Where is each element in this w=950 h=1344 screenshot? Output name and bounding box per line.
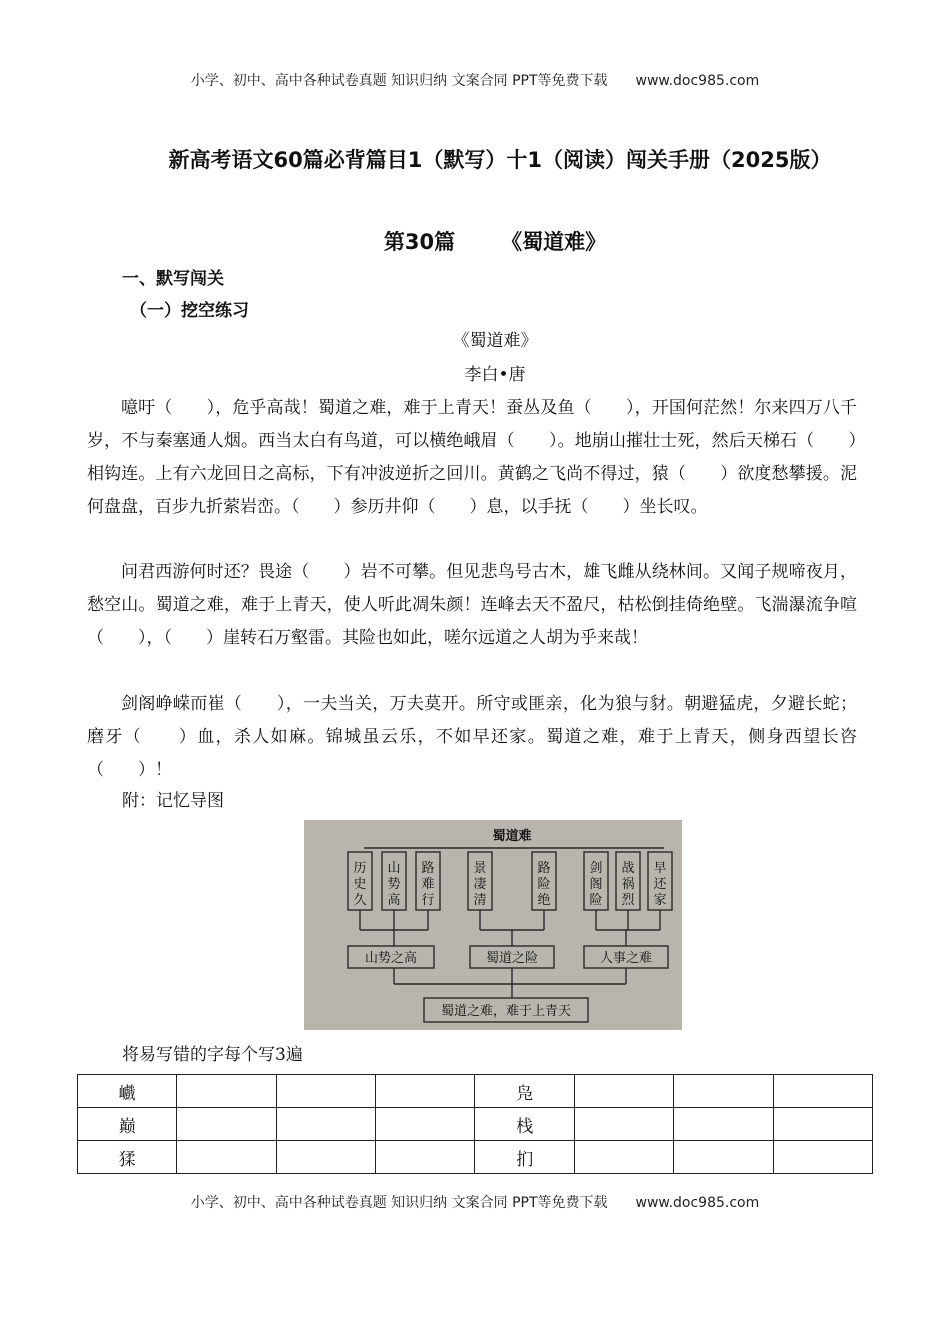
table-cell-blank[interactable] <box>574 1108 673 1141</box>
table-row <box>78 1075 873 1108</box>
main-title: 新高考语文60篇必背篇目1（默写）十1（阅读）闯关手册（2025版） <box>168 148 832 172</box>
section-heading-1: 一、默写闯关 <box>122 269 224 289</box>
poem-paragraph-3: 剑阁峥嵘而崔（ ），一夫当关，万夫莫开。所守或匪亲，化为狼与豺。朝避猛虎，夕避长蛇；磨牙（ ）血，杀人如麻。锦城虽云乐，不如早还家。蜀道之难，难于上青天，侧身西望长咨（ ）！ <box>87 694 857 780</box>
mind-map-leaf: 山势高 <box>387 861 401 908</box>
table-row <box>78 1141 873 1174</box>
mind-map-image <box>304 820 682 1030</box>
table-cell-blank[interactable] <box>276 1108 375 1141</box>
mind-map-leaf: 剑阁险 <box>589 861 603 908</box>
sub-title-name: 《蜀道难》 <box>501 230 607 254</box>
mind-map-group: 人事之难 <box>599 951 653 966</box>
table-cell-char: 巇 <box>78 1075 177 1108</box>
table-cell-blank[interactable] <box>773 1108 872 1141</box>
mind-map-group: 蜀道之险 <box>485 951 539 966</box>
table-cell-blank[interactable] <box>177 1108 276 1141</box>
sub-title-part: 第30篇 <box>383 230 456 254</box>
section-heading-2: （一）挖空练习 <box>130 301 249 321</box>
table-cell-char: 扪 <box>475 1141 574 1174</box>
table-cell-blank[interactable] <box>276 1075 375 1108</box>
mind-map-leaf: 早还家 <box>653 861 667 908</box>
footer-url[interactable]: www.doc985.com <box>635 1195 760 1211</box>
table-cell-blank[interactable] <box>574 1075 673 1108</box>
table-cell-char: 猱 <box>78 1141 177 1174</box>
poem-paragraph-2: 问君西游何时还？畏途（ ）岩不可攀。但见悲鸟号古木，雄飞雌从绕林间。又闻子规啼夜月，愁空山。蜀道之难，难于上青天，使人听此凋朱颜！连峰去天不盈尺，枯松倒挂倚绝壁。飞湍瀑流争喧（ ），（ ）崖转石万壑雷。其险也如此，嗟尔远道之人胡为乎来哉！ <box>87 562 857 648</box>
table-cell-blank[interactable] <box>574 1141 673 1174</box>
mind-map-leaf: 路险绝 <box>537 861 551 908</box>
mind-map-svg <box>304 820 682 1030</box>
table-cell-blank[interactable] <box>773 1141 872 1174</box>
copy-instruction: 将易写错的字每个写3遍 <box>122 1045 303 1065</box>
table-cell-blank[interactable] <box>376 1141 475 1174</box>
table-cell-blank[interactable] <box>674 1108 773 1141</box>
header-text: 小学、初中、高中各种试卷真题 知识归纳 文案合同 PPT等免费下载 <box>190 73 608 89</box>
mind-map-leaf: 路难行 <box>421 861 435 908</box>
page-header <box>0 70 950 90</box>
table-cell-blank[interactable] <box>674 1075 773 1108</box>
table-cell-blank[interactable] <box>376 1108 475 1141</box>
poem-author: 李白•唐 <box>464 365 526 385</box>
table-cell-char: 巅 <box>78 1108 177 1141</box>
mind-map-group: 山势之高 <box>364 951 418 966</box>
poem-paragraph-1: 噫吁（ ），危乎高哉！蜀道之难，难于上青天！蚕丛及鱼（ ），开国何茫然！尔来四万八千岁，不与秦塞通人烟。西当太白有鸟道，可以横绝峨眉（ ）。地崩山摧壮士死，然后天梯石（ ）相钩连。上有六龙回日之高标，下有冲波逆折之回川。黄鹤之飞尚不得过，猿（ ）欲度愁攀援。泥何盘盘，百步九折萦岩峦。（ ）参历井仰（ ）息，以手抚（ ）坐长叹。 <box>87 398 857 517</box>
attachment-label: 附：记忆导图 <box>122 791 224 811</box>
sub-title <box>0 226 950 258</box>
header-url[interactable]: www.doc985.com <box>635 73 760 89</box>
poem-title: 《蜀道难》 <box>452 331 538 351</box>
table-cell-blank[interactable] <box>276 1141 375 1174</box>
copy-practice-table <box>77 1074 873 1174</box>
mind-map-leaf: 战祸烈 <box>621 861 635 908</box>
mind-map-leaf: 历史久 <box>353 861 367 908</box>
footer-text: 小学、初中、高中各种试卷真题 知识归纳 文案合同 PPT等免费下载 <box>190 1195 608 1211</box>
page-footer <box>0 1192 950 1212</box>
mind-map-leaf: 景凄清 <box>473 861 487 908</box>
table-cell-blank[interactable] <box>674 1141 773 1174</box>
table-cell-char: 凫 <box>475 1075 574 1108</box>
mind-map-bottom: 蜀道之难，难于上青天 <box>440 1004 572 1019</box>
table-cell-char: 栈 <box>475 1108 574 1141</box>
mind-map-root: 蜀道难 <box>492 829 532 844</box>
table-cell-blank[interactable] <box>773 1075 872 1108</box>
table-cell-blank[interactable] <box>376 1075 475 1108</box>
table-cell-blank[interactable] <box>177 1075 276 1108</box>
table-cell-blank[interactable] <box>177 1141 276 1174</box>
table-row <box>78 1108 873 1141</box>
